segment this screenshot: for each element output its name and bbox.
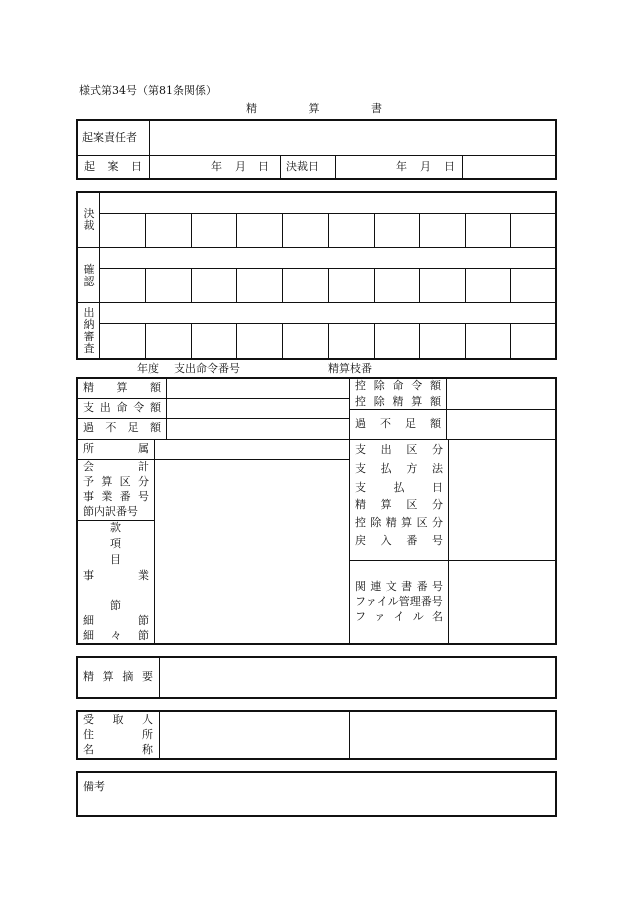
pay-date-label: 支 払 日 [355, 481, 443, 494]
pay-method-label: 支 払 方 法 [355, 462, 443, 475]
moku-label: 目 [110, 553, 121, 566]
title-char: 書 [371, 102, 382, 115]
title-char: 精 [246, 102, 257, 115]
project-number-label: 事 業 番 号 [83, 490, 149, 503]
setsu-label: 節 [110, 599, 121, 612]
deduct-order-label: 控 除 命 令 額 [355, 379, 441, 392]
order-amount-label: 支 出 命 令 額 [83, 401, 161, 414]
order-number-label: 支出命令番号 [174, 362, 240, 375]
jigyo-label: 事 業 [83, 569, 149, 582]
page-title [246, 102, 382, 116]
audit-label: 出 納 審 査 [83, 306, 95, 355]
account-label: 会 計 [83, 460, 149, 473]
confirm-label: 確 認 [83, 263, 95, 288]
name-label: 名 称 [83, 743, 153, 756]
draft-date-label: 起 案 日 [84, 160, 142, 173]
day-label: 日 [444, 160, 455, 173]
decision-label: 決 裁 [83, 207, 95, 232]
month-label: 月 [420, 160, 431, 173]
return-number-label: 戻 入 番 号 [355, 534, 443, 547]
kou-label: 項 [110, 537, 121, 550]
affiliation-label: 所 属 [83, 442, 149, 455]
address-label: 住 所 [83, 728, 153, 741]
drafter-label: 起案責任者 [82, 131, 137, 144]
deduct-settle-class-label: 控 除 精 算 区 分 [355, 516, 443, 529]
branch-number-label: 精算枝番 [328, 362, 372, 375]
related-doc-label: 関 連 文 書 番 号 [355, 580, 443, 593]
saisaisetsu-label: 細 々 節 [83, 629, 149, 642]
summary-label: 精 算 摘 要 [83, 670, 153, 683]
fiscal-year-label: 年度 [137, 362, 159, 375]
year-label: 年 [396, 160, 407, 173]
file-mgmt-label: ファイル管理番号 [355, 595, 443, 608]
year-label: 年 [211, 160, 222, 173]
remarks-box [76, 771, 557, 817]
drafter-field[interactable] [152, 121, 552, 153]
remarks-label: 備考 [83, 780, 105, 793]
approval-box [76, 191, 557, 360]
file-name-label: フ ァ イ ル 名 [355, 610, 443, 623]
budget-class-label: 予 算 区 分 [83, 475, 149, 488]
subsection-number-label: 節内訳番号 [83, 505, 138, 518]
day-label: 日 [258, 160, 269, 173]
kan-label: 款 [110, 521, 121, 534]
saisetsu-label: 細 節 [83, 614, 149, 627]
deduct-settle-label: 控 除 精 算 額 [355, 395, 441, 408]
over-short-label: 過 不 足 額 [83, 421, 161, 434]
month-label: 月 [235, 160, 246, 173]
settle-amount-label: 精 算 額 [83, 381, 161, 394]
over-short-right-label: 過 不 足 額 [355, 417, 441, 430]
title-char: 算 [308, 102, 320, 115]
pay-class-label: 支 出 区 分 [355, 443, 443, 456]
settle-class-label: 精 算 区 分 [355, 498, 443, 511]
decision-date-label: 決裁日 [286, 160, 319, 173]
recipient-label: 受 取 人 [83, 713, 153, 726]
form-reference: 様式第34号（第81条関係） [79, 84, 217, 97]
